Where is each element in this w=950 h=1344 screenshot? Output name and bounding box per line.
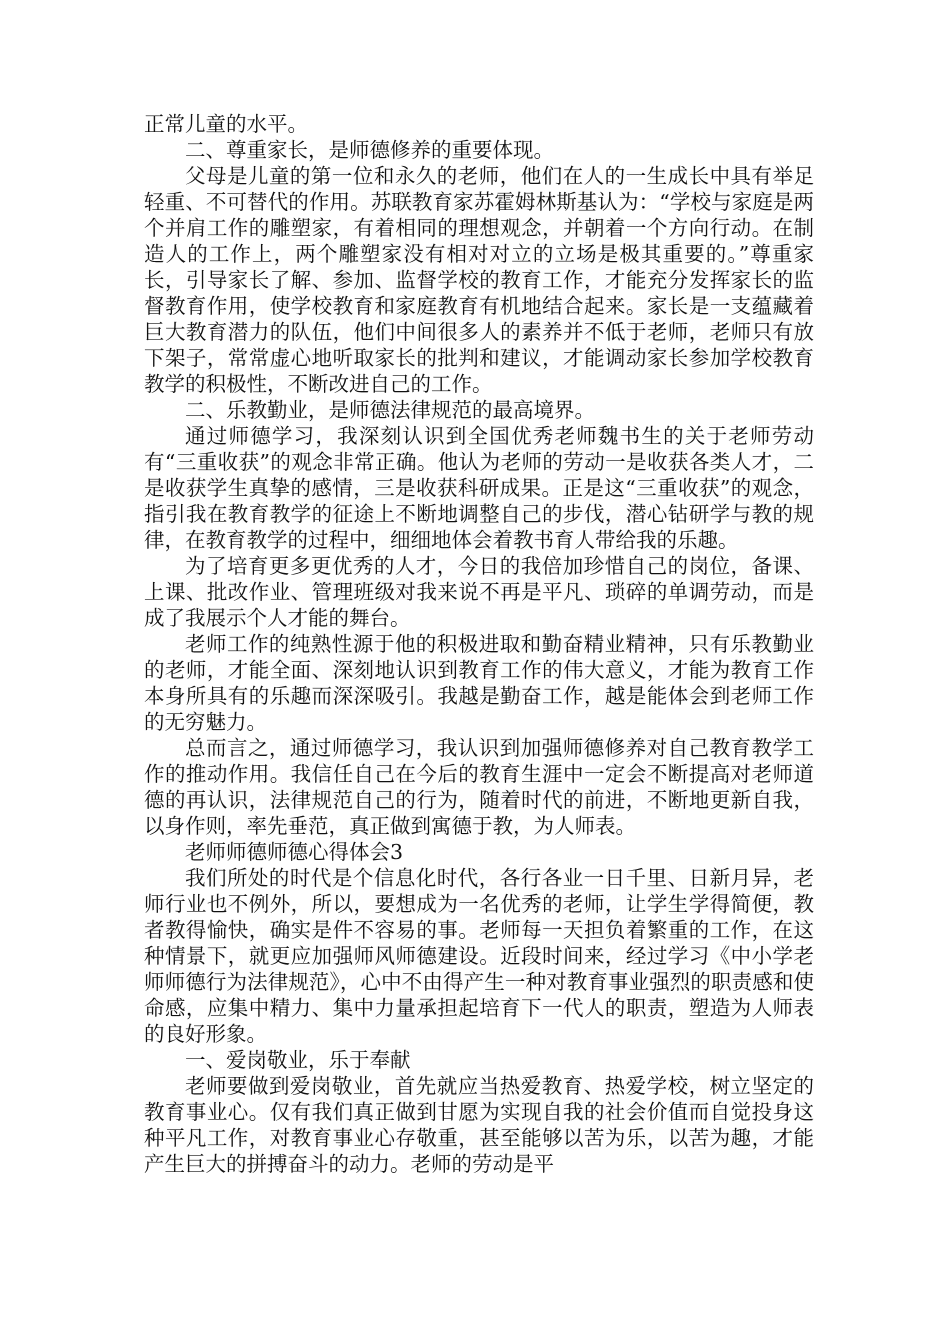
paragraph-love-job: 老师要做到爱岗敬业，首先就应当热爱教育、热爱学校，树立坚定的教育事业心。仅有我们真正做到甘愿为实现自我的社会价值而自觉投身这种平凡工作，对教育事业心存敬重，甚至能够以苦为乐，以苦为趣，才能产生巨大的拼搏奋斗的动力。老师的劳动是平	[144, 1074, 814, 1176]
paragraph-diligence: 老师工作的纯熟性源于他的积极进取和勤奋精业精神，只有乐教勤业的老师，才能全面、深刻地认识到教育工作的伟大意义，才能为教育工作本身所具有的乐趣而深深吸引。我越是勤奋工作，越是能体会到老师工作的无穷魅力。	[144, 632, 814, 734]
section-heading-dedication: 一、爱岗敬业，乐于奉献	[185, 1048, 411, 1072]
section-heading-respect-parents: 二、尊重家长，是师德修养的重要体现。	[185, 138, 554, 162]
paragraph-cherish-post: 为了培育更多更优秀的人才，今日的我倍加珍惜自己的岗位，备课、上课、批改作业、管理班级对我来说不再是平凡、琐碎的单调劳动，而是成了我展示个人才能的舞台。	[144, 554, 814, 630]
paragraph-information-age: 我们所处的时代是个信息化时代，各行各业一日千里、日新月异，老师行业也不例外，所以，要想成为一名优秀的老师，让学生学得简便，教者教得愉快，确实是件不容易的事。老师每一天担负着繁重的工作，在这种情景下，就更应加强师风师德建设。近段时间来，经过学习《中小学老师师德行为法律规范》，心中不由得产生一种对教育事业强烈的职责感和使命感，应集中精力、集中力量承担起培育下一代人的职责，塑造为人师表的良好形象。	[144, 866, 814, 1046]
paragraph-conclusion: 总而言之，通过师德学习，我认识到加强师德修养对自己教育教学工作的推动作用。我信任自己在今后的教育生涯中一定会不断提高对老师道德的再认识，法律规范自己的行为，随着时代的前进，不断地更新自我，以身作则，率先垂范，真正做到寓德于教，为人师表。	[144, 736, 814, 838]
article-title-3: 老师师德师德心得体会3	[185, 840, 404, 864]
paragraph-three-harvests: 通过师德学习，我深刻认识到全国优秀老师魏书生的关于老师劳动有“三重收获”的观念非常正确。他认为老师的劳动一是收获各类人才，二是收获学生真挚的感情，三是收获科研成果。正是这“三重收获”的观念，指引我在教育教学的征途上不断地调整自己的步伐，潜心钻研学与教的规律，在教育教学的过程中，细细地体会着教书育人带给我的乐趣。	[144, 424, 814, 552]
section-heading-love-teaching: 二、乐教勤业，是师德法律规范的最高境界。	[185, 398, 595, 422]
paragraph-continued: 正常儿童的水平。	[144, 112, 308, 136]
paragraph-parents: 父母是儿童的第一位和永久的老师，他们在人的一生成长中具有举足轻重、不可替代的作用。苏联教育家苏霍姆林斯基认为：“学校与家庭是两个并肩工作的雕塑家，有着相同的理想观念，并朝着一个方向行动。在制造人的工作上，两个雕塑家没有相对对立的立场是极其重要的。”尊重家长，引导家长了解、参加、监督学校的教育工作，才能充分发挥家长的监督教育作用，使学校教育和家庭教育有机地结合起来。家长是一支蕴藏着巨大教育潜力的队伍，他们中间很多人的素养并不低于老师，老师只有放下架子，常常虚心地听取家长的批判和建议，才能调动家长参加学校教育教学的积极性，不断改进自己的工作。	[144, 164, 814, 396]
document-page	[144, 111, 814, 1177]
